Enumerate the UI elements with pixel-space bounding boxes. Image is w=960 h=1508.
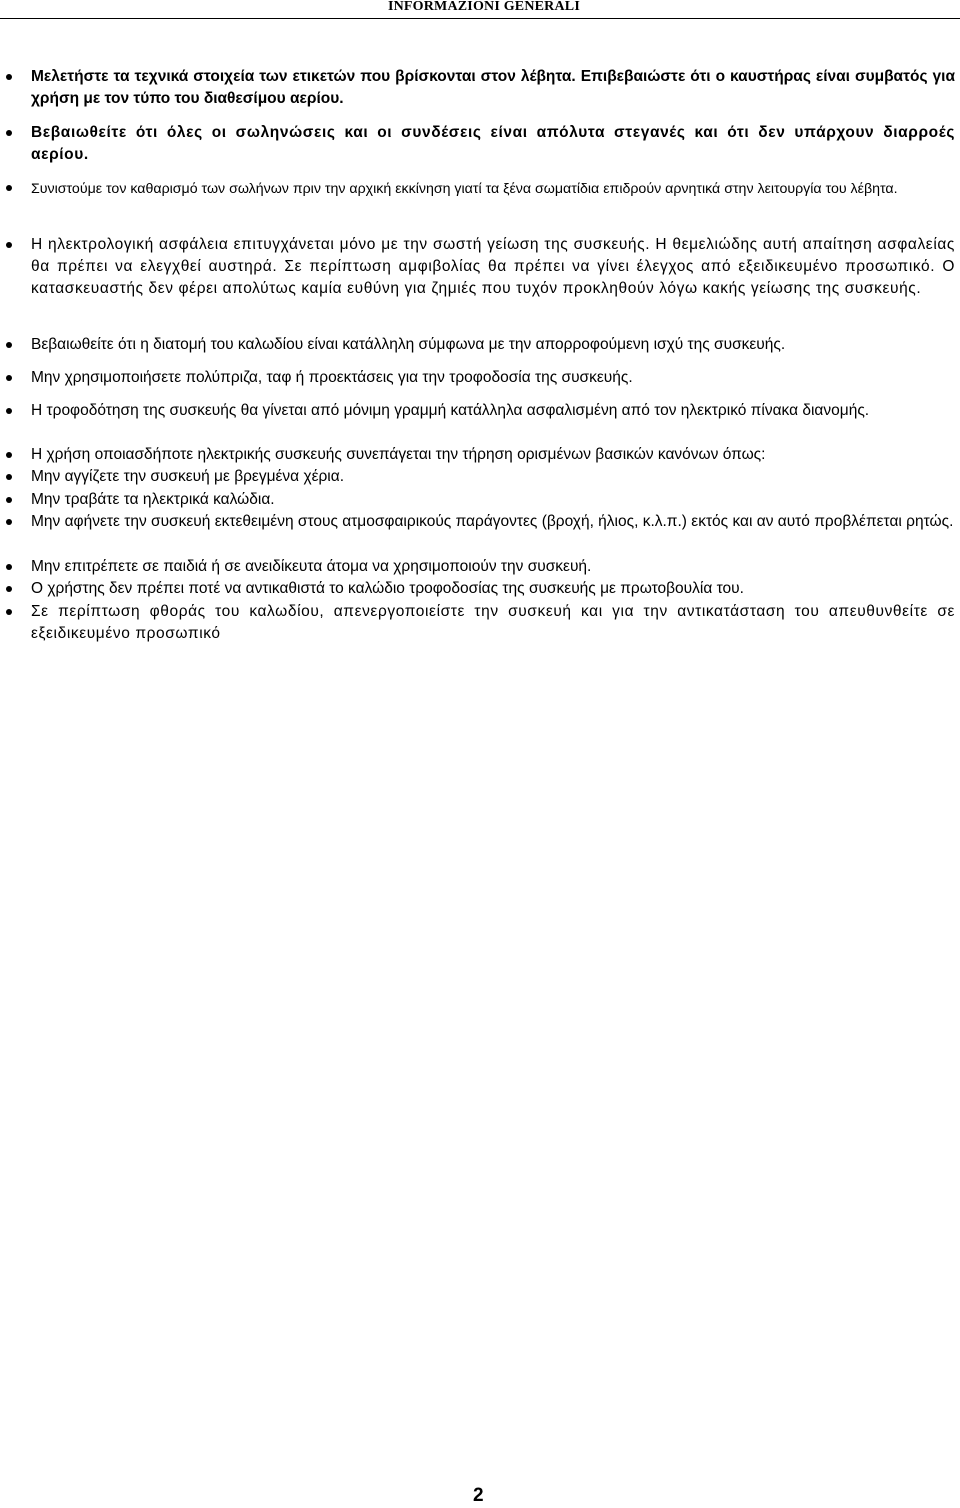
bullet-icon [6, 185, 12, 191]
bullet-icon [6, 130, 12, 136]
bullet-icon [6, 609, 12, 615]
bullet-icon [6, 342, 12, 348]
list-item-text: Βεβαιωθείτε ότι όλες οι σωληνώσεις και οι συνδέσεις είναι απόλυτα στεγανές και ότι δεν υπάρχουν διαρροές αερίου. [31, 124, 955, 163]
bullet-icon [6, 242, 12, 248]
bullet-icon [6, 497, 12, 503]
list-item-text: Βεβαιωθείτε ότι η διατομή του καλωδίου είναι κατάλληλη σύμφωνα με την απορροφούμενη ισχύ της συσκευής. [31, 336, 786, 353]
list-item-text: Μην επιτρέπετε σε παιδιά ή σε ανειδίκευτα άτομα να χρησιμοποιούν την συσκευή. [31, 558, 592, 575]
page-header [0, 0, 960, 19]
bullet-icon [6, 452, 12, 458]
list-item-text: Σε περίπτωση φθοράς του καλωδίου, απενεργοποιείστε την συσκευή και για την αντικατάσταση του απευθυνθείτε σε εξειδικευμένο προσωπικό [31, 603, 955, 642]
list-item-text: Ο χρήστης δεν πρέπει ποτέ να αντικαθιστά το καλώδιο τροφοδοσίας της συσκευής με πρωτοβουλία του. [31, 580, 744, 597]
list-item-text: Μην τραβάτε τα ηλεκτρικά καλώδια. [31, 491, 275, 508]
bullet-icon [6, 586, 12, 592]
list-item-text: Μην αφήνετε την συσκευή εκτεθειμένη στους ατμοσφαιρικούς παράγοντες (βροχή, ήλιος, κ.λ.π.) εκτός και αν αυτό προβλέπεται ρητώς. [31, 513, 954, 530]
list-item-text: Μην αγγίζετε την συσκευή με βρεγμένα χέρια. [31, 468, 345, 485]
bullet-icon [6, 474, 12, 480]
header-title: INFORMAZIONI GENERALI [387, 0, 580, 14]
bullet-icon [6, 564, 12, 570]
bullet-icon [6, 408, 12, 414]
header-rule [0, 18, 960, 19]
page-number: 2 [473, 1485, 484, 1506]
list-item-text: Μελετήστε τα τεχνικά στοιχεία των ετικετών που βρίσκονται στον λέβητα. Επιβεβαιώστε ότι ο καυστήρας είναι συμβατός για χρήση με τον τύπο του διαθεσίμου αερίου. [31, 68, 955, 107]
list-item-text: Η χρήση οποιασδήποτε ηλεκτρικής συσκευής συνεπάγεται την τήρηση ορισμένων βασικών κανόνων όπως: [31, 446, 766, 463]
list-item-text: Η ηλεκτρολογική ασφάλεια επιτυγχάνεται μόνο με την σωστή γείωση της συσκευής. Η θεμελιώδης αυτή απαίτηση ασφαλείας θα πρέπει να ελεγχθεί αυστηρά. Σε περίπτωση αμφιβολίας θα πρέπει να γίνει έλεγχος από εξειδικευμένο προσωπικό. Ο κατασκευαστής δεν φέρει απολύτως καμία ευθύνη για ζημιές που τυχόν προκληθούν λόγω κακής γείωσης της συσκευής. [31, 236, 955, 297]
bullet-icon [6, 375, 12, 381]
list-item-text: Συνιστούμε τον καθαρισμό των σωλήνων πριν την αρχική εκκίνηση γιατί τα ξένα σωματίδια επιδρούν αρνητικά στην λειτουργία του λέβητα. [31, 181, 898, 197]
bullet-icon [6, 74, 12, 80]
bullet-icon [6, 519, 12, 525]
list-item-text: Μην χρησιμοποιήσετε πολύπριζα, ταφ ή προεκτάσεις για την τροφοδοσία της συσκευής. [31, 369, 633, 386]
list-item-text: Η τροφοδότηση της συσκευής θα γίνεται από μόνιμη γραμμή κατάλληλα ασφαλισμένη από τον ηλεκτρικό πίνακα διανομής. [31, 402, 870, 419]
